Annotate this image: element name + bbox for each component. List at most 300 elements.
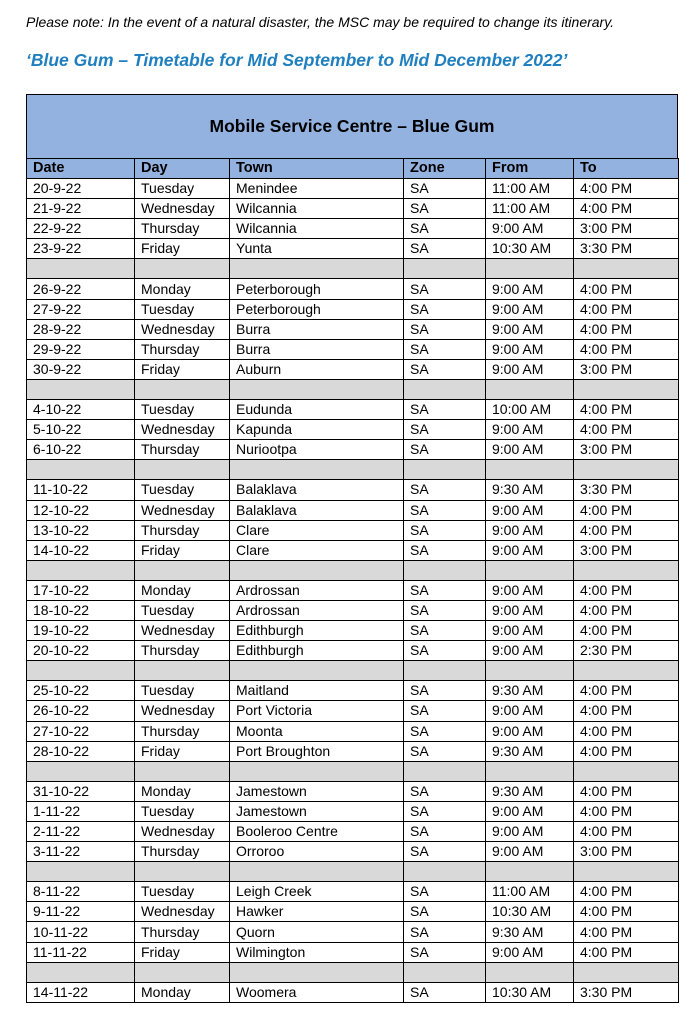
cell-town: Woomera: [230, 982, 404, 1002]
cell-to: 4:00 PM: [574, 681, 679, 701]
cell-zone: SA: [404, 882, 486, 902]
cell-town: Port Victoria: [230, 701, 404, 721]
cell-zone: SA: [404, 982, 486, 1002]
cell-zone: SA: [404, 641, 486, 661]
table-separator-row: [27, 962, 679, 982]
cell-to: 4:00 PM: [574, 179, 679, 199]
cell-to: 4:00 PM: [574, 520, 679, 540]
cell-town: [230, 962, 404, 982]
cell-zone: SA: [404, 781, 486, 801]
cell-day: Tuesday: [135, 480, 230, 500]
cell-town: Leigh Creek: [230, 882, 404, 902]
cell-date: [27, 962, 135, 982]
table-header-row: [27, 159, 679, 179]
cell-date: 3-11-22: [27, 842, 135, 862]
cell-to: 4:00 PM: [574, 822, 679, 842]
table-row: [27, 420, 679, 440]
cell-date: [27, 761, 135, 781]
cell-date: 31-10-22: [27, 781, 135, 801]
cell-zone: SA: [404, 500, 486, 520]
cell-to: [574, 661, 679, 681]
cell-town: [230, 379, 404, 399]
cell-date: 27-10-22: [27, 721, 135, 741]
table-row: [27, 179, 679, 199]
cell-zone: [404, 862, 486, 882]
table-row: [27, 882, 679, 902]
table-row: [27, 701, 679, 721]
table-row: [27, 319, 679, 339]
cell-day: Tuesday: [135, 179, 230, 199]
cell-to: 4:00 PM: [574, 580, 679, 600]
table-row: [27, 299, 679, 319]
cell-day: Thursday: [135, 520, 230, 540]
cell-from: 9:00 AM: [486, 420, 574, 440]
cell-day: Monday: [135, 781, 230, 801]
table-row: [27, 942, 679, 962]
table-row: [27, 279, 679, 299]
cell-town: Hawker: [230, 902, 404, 922]
header-date: Date: [27, 159, 135, 179]
cell-date: [27, 862, 135, 882]
cell-zone: SA: [404, 239, 486, 259]
cell-day: Thursday: [135, 440, 230, 460]
table-caption: Mobile Service Centre – Blue Gum: [26, 94, 678, 158]
cell-town: Auburn: [230, 359, 404, 379]
table-row: [27, 400, 679, 420]
cell-to: 3:30 PM: [574, 480, 679, 500]
cell-from: [486, 259, 574, 279]
header-from: From: [486, 159, 574, 179]
header-to: To: [574, 159, 679, 179]
cell-from: 9:00 AM: [486, 359, 574, 379]
cell-town: Jamestown: [230, 781, 404, 801]
cell-zone: SA: [404, 701, 486, 721]
cell-town: Wilmington: [230, 942, 404, 962]
cell-to: 4:00 PM: [574, 741, 679, 761]
cell-to: [574, 761, 679, 781]
cell-from: 9:00 AM: [486, 279, 574, 299]
table-row: [27, 600, 679, 620]
cell-town: [230, 862, 404, 882]
cell-town: Menindee: [230, 179, 404, 199]
cell-from: 9:00 AM: [486, 540, 574, 560]
cell-zone: SA: [404, 621, 486, 641]
cell-day: [135, 761, 230, 781]
disaster-note: Please note: In the event of a natural disaster, the MSC may be required to change its itinerary.: [26, 14, 615, 30]
cell-zone: [404, 761, 486, 781]
cell-from: 10:30 AM: [486, 982, 574, 1002]
cell-date: 11-10-22: [27, 480, 135, 500]
cell-zone: [404, 661, 486, 681]
cell-date: 28-10-22: [27, 741, 135, 761]
cell-zone: SA: [404, 801, 486, 821]
cell-date: [27, 560, 135, 580]
table-row: [27, 480, 679, 500]
table-row: [27, 199, 679, 219]
cell-to: [574, 259, 679, 279]
cell-date: 10-11-22: [27, 922, 135, 942]
cell-to: 3:00 PM: [574, 842, 679, 862]
cell-from: [486, 560, 574, 580]
cell-day: Thursday: [135, 339, 230, 359]
cell-town: Edithburgh: [230, 621, 404, 641]
cell-from: 9:00 AM: [486, 822, 574, 842]
header-zone: Zone: [404, 159, 486, 179]
cell-date: 8-11-22: [27, 882, 135, 902]
table-separator-row: [27, 661, 679, 681]
cell-to: 4:00 PM: [574, 279, 679, 299]
cell-town: Orroroo: [230, 842, 404, 862]
cell-day: Thursday: [135, 922, 230, 942]
cell-date: 20-9-22: [27, 179, 135, 199]
cell-town: [230, 661, 404, 681]
table-row: [27, 580, 679, 600]
cell-day: [135, 379, 230, 399]
cell-to: [574, 862, 679, 882]
cell-from: 11:00 AM: [486, 882, 574, 902]
cell-from: 9:00 AM: [486, 299, 574, 319]
cell-day: Thursday: [135, 721, 230, 741]
cell-town: [230, 761, 404, 781]
cell-date: 28-9-22: [27, 319, 135, 339]
cell-town: Booleroo Centre: [230, 822, 404, 842]
table-row: [27, 359, 679, 379]
cell-date: 30-9-22: [27, 359, 135, 379]
cell-day: Friday: [135, 942, 230, 962]
cell-zone: [404, 560, 486, 580]
cell-to: [574, 460, 679, 480]
cell-zone: SA: [404, 580, 486, 600]
cell-date: 6-10-22: [27, 440, 135, 460]
cell-to: 2:30 PM: [574, 641, 679, 661]
cell-to: [574, 962, 679, 982]
cell-day: [135, 962, 230, 982]
cell-from: 9:30 AM: [486, 922, 574, 942]
table-row: [27, 842, 679, 862]
cell-zone: SA: [404, 600, 486, 620]
cell-town: Yunta: [230, 239, 404, 259]
cell-zone: SA: [404, 942, 486, 962]
cell-day: Friday: [135, 741, 230, 761]
cell-day: Tuesday: [135, 400, 230, 420]
cell-day: [135, 259, 230, 279]
cell-day: Tuesday: [135, 600, 230, 620]
cell-to: 4:00 PM: [574, 319, 679, 339]
cell-to: 3:00 PM: [574, 219, 679, 239]
cell-zone: [404, 962, 486, 982]
cell-day: Thursday: [135, 641, 230, 661]
table-separator-row: [27, 379, 679, 399]
cell-date: 21-9-22: [27, 199, 135, 219]
cell-date: 11-11-22: [27, 942, 135, 962]
cell-to: 4:00 PM: [574, 902, 679, 922]
cell-town: Balaklava: [230, 500, 404, 520]
cell-from: [486, 862, 574, 882]
cell-from: 9:30 AM: [486, 681, 574, 701]
cell-from: 9:30 AM: [486, 480, 574, 500]
cell-from: 9:00 AM: [486, 520, 574, 540]
cell-day: Tuesday: [135, 681, 230, 701]
cell-date: 1-11-22: [27, 801, 135, 821]
cell-town: Burra: [230, 339, 404, 359]
cell-to: 4:00 PM: [574, 882, 679, 902]
cell-town: Ardrossan: [230, 600, 404, 620]
cell-date: 12-10-22: [27, 500, 135, 520]
header-day: Day: [135, 159, 230, 179]
cell-from: 9:00 AM: [486, 500, 574, 520]
cell-date: 26-9-22: [27, 279, 135, 299]
cell-zone: SA: [404, 299, 486, 319]
cell-day: Wednesday: [135, 420, 230, 440]
cell-zone: SA: [404, 420, 486, 440]
cell-town: Eudunda: [230, 400, 404, 420]
cell-town: Maitland: [230, 681, 404, 701]
cell-town: Clare: [230, 540, 404, 560]
table-row: [27, 721, 679, 741]
cell-town: Moonta: [230, 721, 404, 741]
cell-zone: SA: [404, 540, 486, 560]
cell-town: Burra: [230, 319, 404, 339]
cell-day: Friday: [135, 239, 230, 259]
cell-day: Wednesday: [135, 199, 230, 219]
cell-town: Clare: [230, 520, 404, 540]
table-row: [27, 219, 679, 239]
header-town: Town: [230, 159, 404, 179]
cell-day: Wednesday: [135, 500, 230, 520]
cell-from: [486, 962, 574, 982]
cell-date: 2-11-22: [27, 822, 135, 842]
cell-town: Kapunda: [230, 420, 404, 440]
cell-from: 9:00 AM: [486, 801, 574, 821]
cell-from: 9:00 AM: [486, 701, 574, 721]
cell-from: [486, 761, 574, 781]
cell-day: Friday: [135, 540, 230, 560]
cell-from: 9:00 AM: [486, 721, 574, 741]
cell-date: 22-9-22: [27, 219, 135, 239]
cell-town: Wilcannia: [230, 219, 404, 239]
table-row: [27, 621, 679, 641]
cell-date: [27, 661, 135, 681]
cell-day: Monday: [135, 279, 230, 299]
cell-day: Friday: [135, 359, 230, 379]
cell-zone: SA: [404, 400, 486, 420]
cell-date: 19-10-22: [27, 621, 135, 641]
cell-day: Tuesday: [135, 299, 230, 319]
cell-zone: SA: [404, 741, 486, 761]
table-separator-row: [27, 460, 679, 480]
cell-to: 4:00 PM: [574, 420, 679, 440]
table-row: [27, 339, 679, 359]
table-separator-row: [27, 761, 679, 781]
cell-to: 4:00 PM: [574, 600, 679, 620]
cell-zone: SA: [404, 721, 486, 741]
cell-town: [230, 560, 404, 580]
cell-day: Wednesday: [135, 319, 230, 339]
cell-from: 9:00 AM: [486, 942, 574, 962]
table-row: [27, 741, 679, 761]
cell-zone: SA: [404, 681, 486, 701]
table-row: [27, 681, 679, 701]
cell-zone: [404, 379, 486, 399]
cell-from: 9:00 AM: [486, 339, 574, 359]
cell-zone: SA: [404, 480, 486, 500]
cell-town: [230, 460, 404, 480]
cell-from: 9:30 AM: [486, 781, 574, 801]
timetable-table: [26, 158, 679, 1003]
cell-to: 3:30 PM: [574, 982, 679, 1002]
cell-from: 9:00 AM: [486, 319, 574, 339]
table-row: [27, 781, 679, 801]
cell-to: 4:00 PM: [574, 339, 679, 359]
cell-zone: SA: [404, 339, 486, 359]
cell-zone: SA: [404, 359, 486, 379]
cell-to: 4:00 PM: [574, 942, 679, 962]
table-row: [27, 440, 679, 460]
cell-date: 18-10-22: [27, 600, 135, 620]
cell-from: 10:00 AM: [486, 400, 574, 420]
cell-day: Tuesday: [135, 801, 230, 821]
timetable-sheet: [26, 94, 678, 1003]
table-row: [27, 500, 679, 520]
timetable-title: ‘Blue Gum – Timetable for Mid September to Mid December 2022’: [26, 50, 568, 70]
cell-from: 9:00 AM: [486, 440, 574, 460]
table-separator-row: [27, 862, 679, 882]
cell-zone: SA: [404, 922, 486, 942]
cell-town: Quorn: [230, 922, 404, 942]
cell-from: [486, 379, 574, 399]
cell-day: Thursday: [135, 219, 230, 239]
table-separator-row: [27, 560, 679, 580]
cell-from: 9:00 AM: [486, 580, 574, 600]
cell-zone: SA: [404, 520, 486, 540]
cell-to: 4:00 PM: [574, 701, 679, 721]
cell-town: Wilcannia: [230, 199, 404, 219]
cell-zone: SA: [404, 902, 486, 922]
cell-to: 3:00 PM: [574, 440, 679, 460]
cell-from: 10:30 AM: [486, 239, 574, 259]
cell-to: [574, 379, 679, 399]
cell-date: 5-10-22: [27, 420, 135, 440]
cell-zone: SA: [404, 279, 486, 299]
cell-date: [27, 379, 135, 399]
cell-day: Monday: [135, 982, 230, 1002]
cell-day: Thursday: [135, 842, 230, 862]
cell-day: Monday: [135, 580, 230, 600]
table-row: [27, 641, 679, 661]
cell-town: Jamestown: [230, 801, 404, 821]
cell-date: 26-10-22: [27, 701, 135, 721]
cell-day: [135, 661, 230, 681]
cell-to: 4:00 PM: [574, 781, 679, 801]
table-row: [27, 801, 679, 821]
table-row: [27, 822, 679, 842]
cell-to: 3:30 PM: [574, 239, 679, 259]
cell-date: 9-11-22: [27, 902, 135, 922]
cell-town: Port Broughton: [230, 741, 404, 761]
cell-to: 4:00 PM: [574, 922, 679, 942]
cell-to: 4:00 PM: [574, 801, 679, 821]
cell-zone: SA: [404, 822, 486, 842]
cell-from: 9:00 AM: [486, 621, 574, 641]
cell-date: [27, 460, 135, 480]
table-row: [27, 239, 679, 259]
cell-zone: [404, 460, 486, 480]
cell-date: 4-10-22: [27, 400, 135, 420]
cell-day: [135, 460, 230, 480]
cell-from: 9:00 AM: [486, 842, 574, 862]
cell-date: 14-11-22: [27, 982, 135, 1002]
cell-date: 29-9-22: [27, 339, 135, 359]
cell-day: [135, 862, 230, 882]
cell-to: [574, 560, 679, 580]
cell-date: [27, 259, 135, 279]
cell-from: [486, 661, 574, 681]
cell-to: 4:00 PM: [574, 500, 679, 520]
cell-day: Wednesday: [135, 902, 230, 922]
cell-town: Peterborough: [230, 279, 404, 299]
cell-town: [230, 259, 404, 279]
cell-from: 9:30 AM: [486, 741, 574, 761]
cell-zone: SA: [404, 199, 486, 219]
cell-to: 4:00 PM: [574, 721, 679, 741]
cell-date: 27-9-22: [27, 299, 135, 319]
cell-zone: SA: [404, 219, 486, 239]
cell-to: 4:00 PM: [574, 199, 679, 219]
cell-from: 11:00 AM: [486, 199, 574, 219]
table-body: [27, 179, 679, 1003]
cell-zone: [404, 259, 486, 279]
cell-date: 14-10-22: [27, 540, 135, 560]
cell-town: Ardrossan: [230, 580, 404, 600]
cell-town: Balaklava: [230, 480, 404, 500]
cell-day: [135, 560, 230, 580]
cell-date: 20-10-22: [27, 641, 135, 661]
cell-zone: SA: [404, 179, 486, 199]
cell-zone: SA: [404, 440, 486, 460]
table-row: [27, 902, 679, 922]
cell-day: Wednesday: [135, 822, 230, 842]
cell-to: 4:00 PM: [574, 299, 679, 319]
cell-from: 9:00 AM: [486, 219, 574, 239]
cell-date: 25-10-22: [27, 681, 135, 701]
cell-day: Wednesday: [135, 621, 230, 641]
cell-date: 13-10-22: [27, 520, 135, 540]
cell-town: Peterborough: [230, 299, 404, 319]
cell-from: 9:00 AM: [486, 641, 574, 661]
cell-day: Tuesday: [135, 882, 230, 902]
table-row: [27, 922, 679, 942]
cell-to: 3:00 PM: [574, 540, 679, 560]
cell-zone: SA: [404, 842, 486, 862]
cell-from: [486, 460, 574, 480]
table-row: [27, 982, 679, 1002]
cell-date: 17-10-22: [27, 580, 135, 600]
cell-from: 10:30 AM: [486, 902, 574, 922]
table-row: [27, 540, 679, 560]
cell-from: 11:00 AM: [486, 179, 574, 199]
cell-to: 3:00 PM: [574, 359, 679, 379]
cell-to: 4:00 PM: [574, 400, 679, 420]
cell-zone: SA: [404, 319, 486, 339]
cell-date: 23-9-22: [27, 239, 135, 259]
cell-to: 4:00 PM: [574, 621, 679, 641]
cell-day: Wednesday: [135, 701, 230, 721]
table-row: [27, 520, 679, 540]
cell-town: Edithburgh: [230, 641, 404, 661]
cell-town: Nuriootpa: [230, 440, 404, 460]
table-separator-row: [27, 259, 679, 279]
cell-from: 9:00 AM: [486, 600, 574, 620]
